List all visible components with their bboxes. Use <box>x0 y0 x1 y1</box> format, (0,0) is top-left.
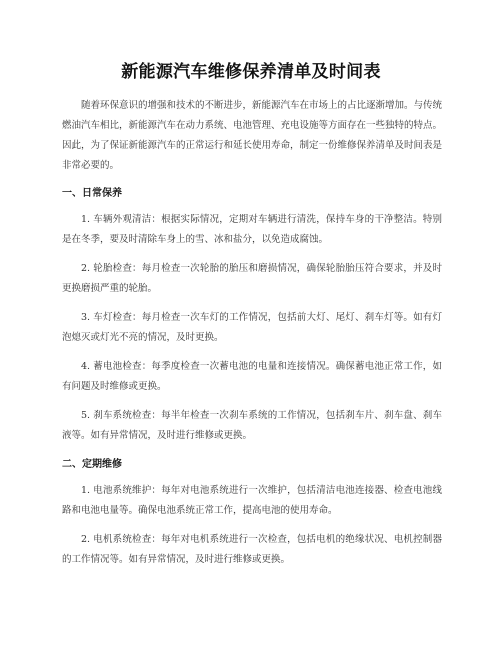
section-daily-maintenance <box>62 187 442 446</box>
section-regular-repair <box>62 458 442 570</box>
list-item: 4. 蓄电池检查：每季度检查一次蓄电池的电量和连接情况。确保蓄电池正常工作，如有问题及时维修或更换。 <box>62 361 442 392</box>
document-title: 新能源汽车维修保养清单及时间表 <box>121 62 381 82</box>
intro-paragraph: 随着环保意识的增强和技术的不断进步，新能源汽车在市场上的占比逐渐增加。与传统燃油汽车相比，新能源汽车在动力系统、电池管理、充电设施等方面存在一些独特的特点。因此，为了保证新能源汽车的正常运行和延长使用寿命，制定一份维修保养清单及时间表是非常必要的。 <box>62 100 443 171</box>
list-item: 2. 电机系统检查：每年对电机系统进行一次检查，包括电机的绝缘状况、电机控制器的工作情况等。如有异常情况，及时进行维修或更换。 <box>62 534 442 565</box>
list-item: 1. 车辆外观清洁：根据实际情况，定期对车辆进行清洗，保持车身的干净整洁。特别是在冬季，要及时清除车身上的雪、冰和盐分，以免造成腐蚀。 <box>62 214 442 245</box>
document-body <box>62 92 442 579</box>
list-item: 2. 轮胎检查：每月检查一次轮胎的胎压和磨损情况，确保轮胎胎压符合要求，并及时更换磨损严重的轮胎。 <box>62 263 442 294</box>
list-item: 5. 刹车系统检查：每半年检查一次刹车系统的工作情况，包括刹车片、刹车盘、刹车液等。如有异常情况，及时进行维修或更换。 <box>62 410 442 441</box>
list-item: 1. 电池系统维护：每年对电池系统进行一次维护，包括清洁电池连接器、检查电池线路和电池电量等。确保电池系统正常工作，提高电池的使用寿命。 <box>62 485 442 516</box>
list-item: 3. 车灯检查：每月检查一次车灯的工作情况，包括前大灯、尾灯、刹车灯等。如有灯泡熄灭或灯光不亮的情况，及时更换。 <box>62 312 442 343</box>
section-heading: 二、定期维修 <box>62 459 122 470</box>
section-heading: 一、日常保养 <box>62 188 122 199</box>
